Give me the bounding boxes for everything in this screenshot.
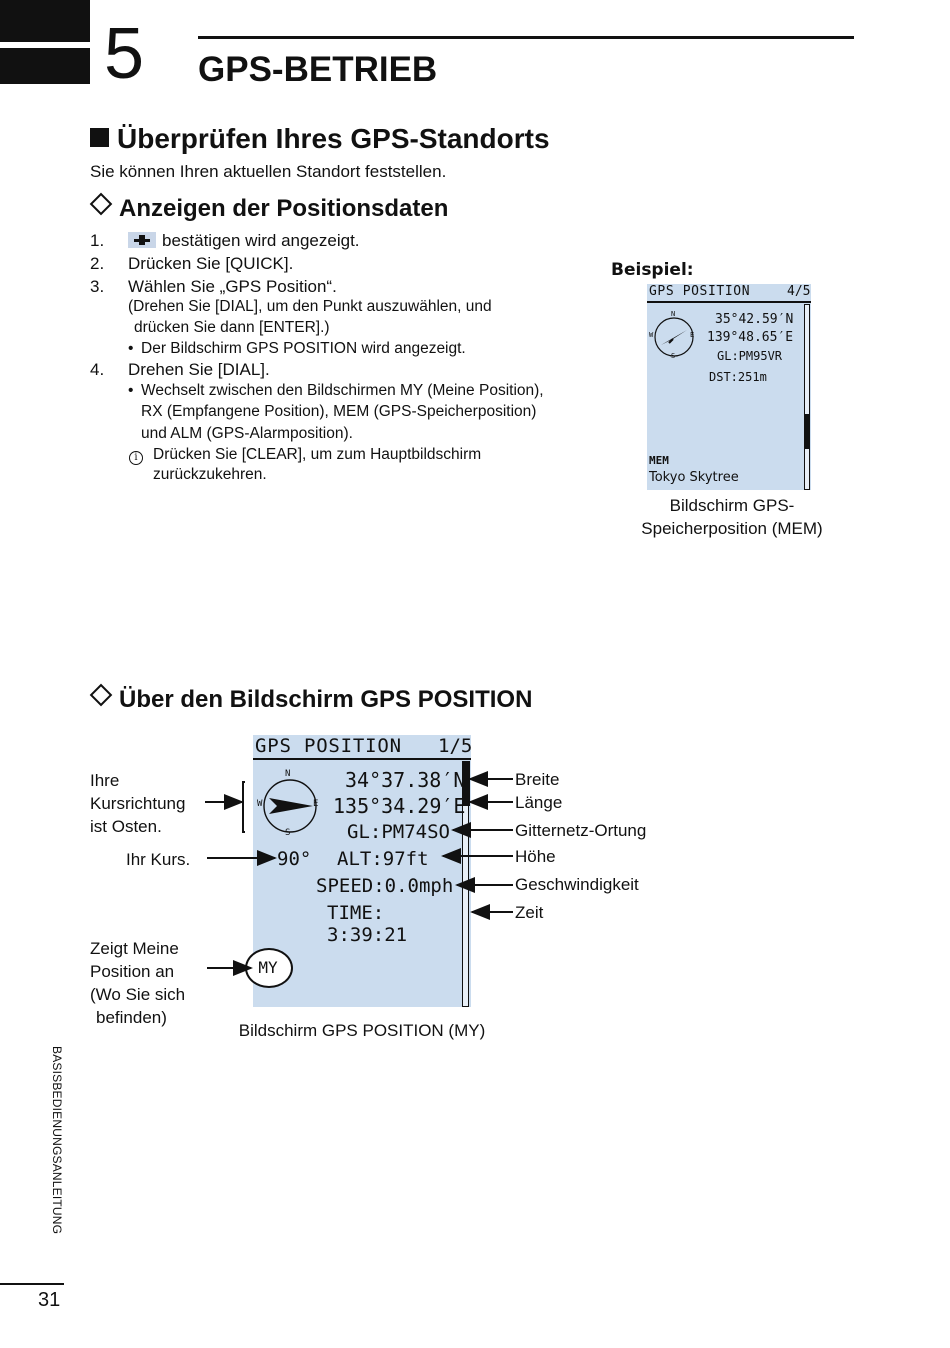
latitude: 34°37.38′N (345, 768, 466, 792)
time: TIME: 3:39:21 (327, 902, 408, 946)
mode-indicator: MEM (649, 454, 669, 467)
mem-screen (647, 284, 811, 490)
screen-title: GPS POSITION (649, 284, 751, 299)
step-number: 2. (90, 254, 105, 273)
bullet-char: • (128, 382, 134, 399)
step-number: 4. (90, 360, 105, 379)
step-bullet: und ALM (GPS-Alarmposition). (141, 425, 353, 442)
label-latitude: Breite (515, 770, 560, 789)
callout-my: Zeigt Meine (90, 939, 179, 958)
course: 90° (277, 848, 312, 870)
info-icon: i (129, 447, 143, 465)
section-title: Überprüfen Ihres GPS-Standorts (90, 122, 550, 156)
label-altitude: Höhe (515, 847, 556, 866)
footer-rule (0, 1283, 64, 1285)
chapter-tab-block (0, 48, 90, 84)
screen-title: GPS POSITION (255, 735, 402, 757)
altitude: ALT:97ft (337, 848, 429, 870)
chapter-tab-block (0, 0, 90, 42)
label-time: Zeit (515, 903, 544, 922)
callout-my: (Wo Sie sich (90, 985, 186, 1004)
diamond-bullet-icon (90, 193, 113, 216)
example-label: Beispiel: (611, 260, 694, 280)
screen-divider (647, 301, 811, 303)
memory-name: Tokyo Skytree (649, 470, 739, 485)
step-number: 3. (90, 277, 105, 296)
compass-n: N (285, 769, 291, 779)
caption-line: Bildschirm GPS- (669, 496, 795, 515)
info-text: Drücken Sie [CLEAR], um zum Hauptbildschirm (153, 446, 482, 463)
callout-my: Position an (90, 962, 175, 981)
caption-line: Speicherposition (MEM) (641, 519, 823, 538)
label-grid: Gitternetz-Ortung (515, 821, 647, 840)
bullet-char: • (128, 340, 134, 357)
step-text: Wählen Sie „GPS Position“. (128, 277, 337, 296)
step-text: bestätigen wird angezeigt. (128, 230, 360, 252)
screen-page: 4/5 (787, 284, 811, 299)
callout-heading: ist Osten. (90, 817, 162, 836)
scroll-thumb (805, 414, 810, 449)
subsection-title: Anzeigen der Positionsdaten (88, 194, 448, 224)
scroll-track (804, 304, 810, 490)
diamond-bullet-icon (90, 684, 113, 707)
distance: DST:251m (709, 370, 767, 384)
longitude: 139°48.65′E (707, 330, 794, 345)
step-bullet: RX (Empfangene Position), MEM (GPS-Speicherposition) (141, 403, 537, 420)
chapter-number: 5 (104, 14, 145, 94)
page-number: 31 (38, 1289, 61, 1311)
mode-indicator: MY (258, 958, 278, 977)
screen-page: 1/5 (438, 735, 473, 757)
step-text: Drücken Sie [QUICK]. (128, 254, 294, 273)
title-rule (198, 36, 854, 39)
compass-e: E (690, 331, 695, 339)
step-number: 1. (90, 231, 105, 250)
info-text: zurückzukehren. (153, 466, 267, 483)
step-bullet: Wechselt zwischen den Bildschirmen MY (Meine Position), (141, 382, 544, 399)
compass-e: E (313, 799, 319, 809)
latitude: 35°42.59′N (715, 312, 794, 327)
speed: SPEED:0.0mph (316, 875, 454, 897)
label-longitude: Länge (515, 793, 563, 812)
step-text: Drehen Sie [DIAL]. (128, 360, 270, 379)
callout-heading: Ihre (90, 771, 120, 790)
subsection-title: Über den Bildschirm GPS POSITION (88, 685, 532, 715)
compass-n: N (671, 310, 676, 318)
grid-locator: GL:PM74SO (347, 821, 450, 843)
square-bullet-icon (90, 128, 109, 147)
chapter-title: GPS-BETRIEB (198, 50, 438, 89)
callout-course: Ihr Kurs. (126, 850, 191, 869)
grid-locator: GL:PM95VR (717, 349, 783, 363)
my-screen-caption: Bildschirm GPS POSITION (MY) (238, 1021, 486, 1040)
step-note: drücken Sie dann [ENTER].) (134, 319, 330, 336)
longitude: 135°34.29′E (333, 794, 466, 818)
section-intro: Sie können Ihren aktuellen Standort feststellen. (90, 162, 447, 181)
compass-w: W (649, 331, 654, 339)
step-note: (Drehen Sie [DIAL], um den Punkt auszuwählen, und (128, 298, 492, 315)
gps-satellite-icon (128, 232, 156, 248)
compass-s: S (671, 352, 676, 360)
callout-lines (195, 760, 525, 980)
callout-heading: Kursrichtung (90, 794, 186, 813)
label-speed: Geschwindigkeit (515, 875, 639, 894)
callout-my: befinden) (96, 1008, 167, 1027)
step-bullet: Der Bildschirm GPS POSITION wird angezeigt. (141, 340, 466, 357)
compass-s: S (285, 828, 291, 838)
compass-w: W (257, 799, 263, 809)
side-manual-title: BASISBEDIENUNGSANLEITUNG (50, 1046, 64, 1235)
